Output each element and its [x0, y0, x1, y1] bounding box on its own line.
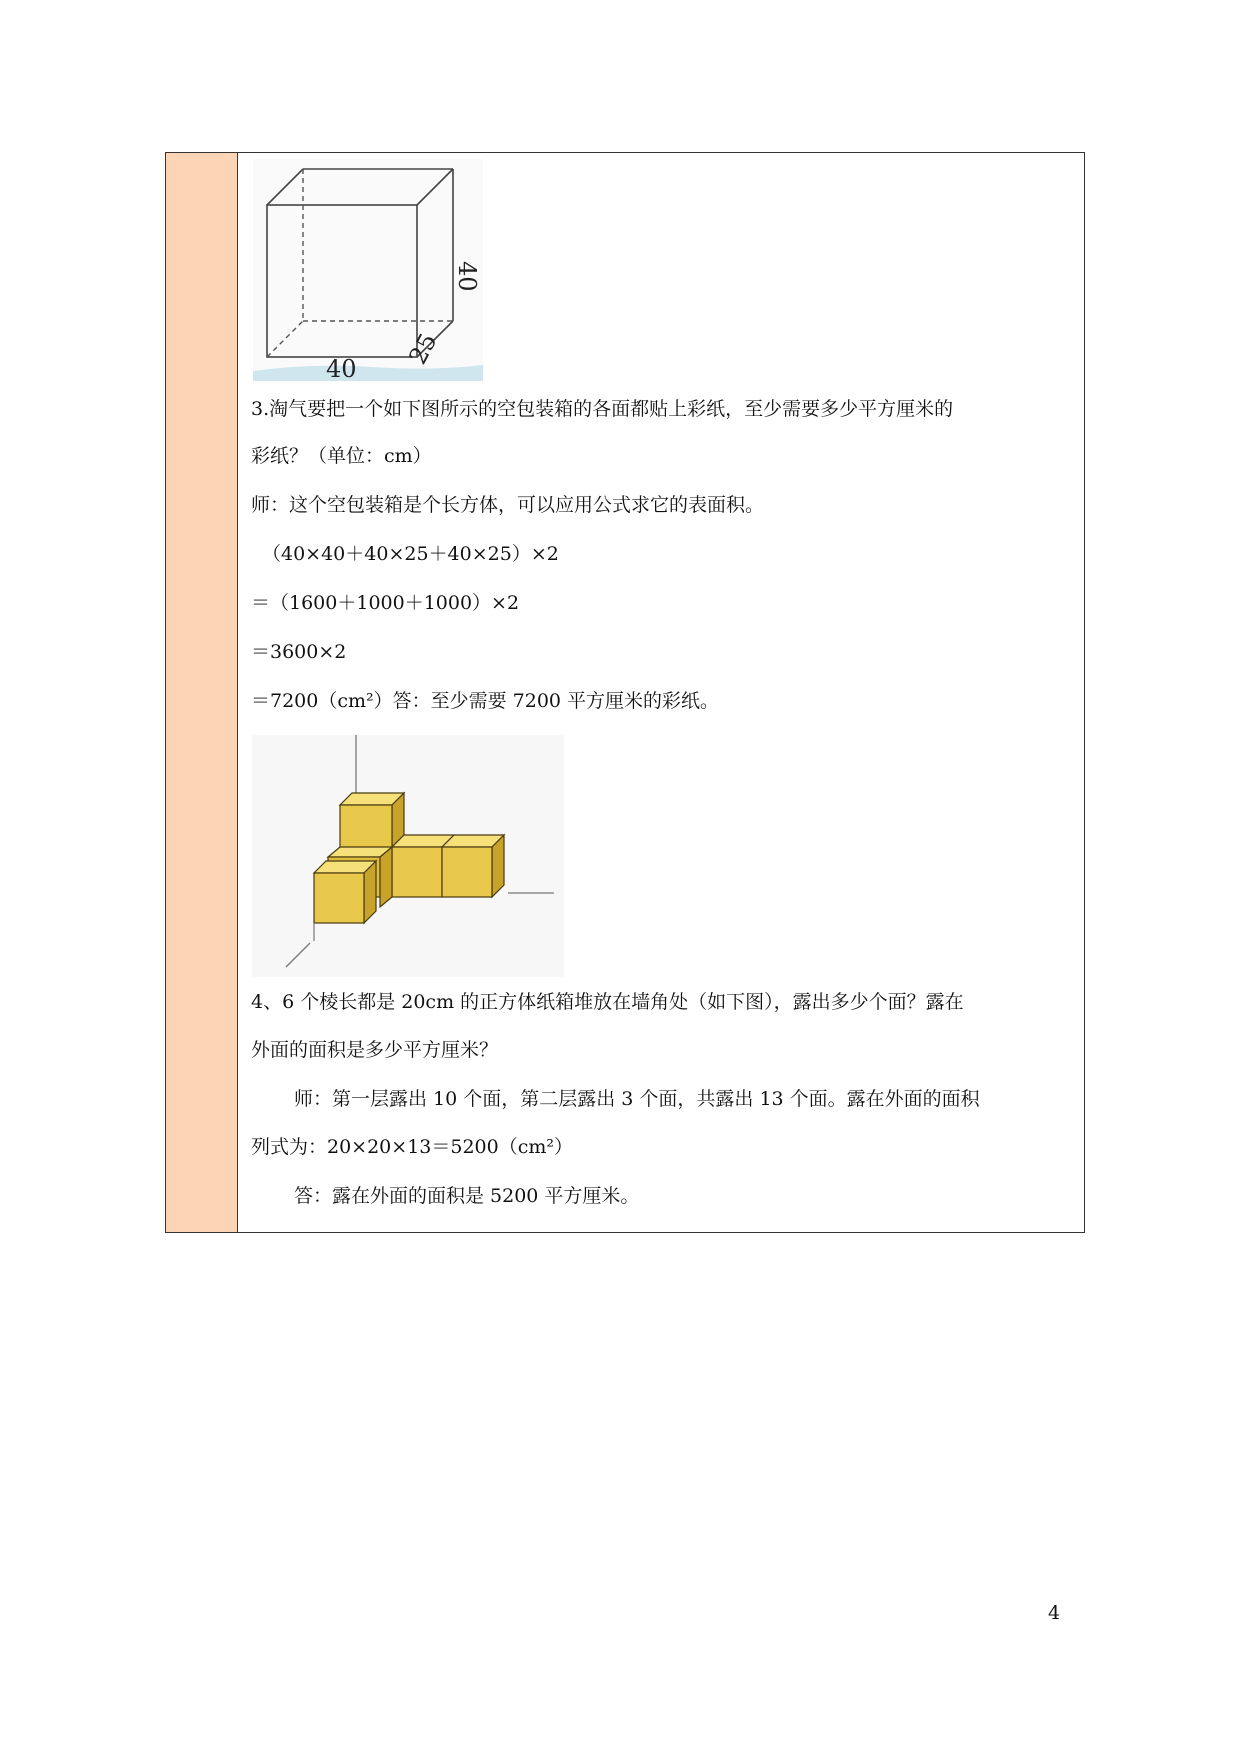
problem3-question-line2: 彩纸？（单位：cm） — [251, 445, 432, 467]
problem4-teacher-line2: 列式为：20×20×13＝5200（cm²） — [251, 1136, 573, 1158]
problem4-question-line1: 4、6 个棱长都是 20cm 的正方体纸箱堆放在墙角处（如下图），露出多少个面？露在 — [251, 991, 964, 1013]
page-number: 4 — [1048, 1602, 1061, 1624]
problem4-teacher-line1: 师：第一层露出 10 个面，第二层露出 3 个面，共露出 13 个面。露在外面的面积 — [294, 1088, 980, 1110]
problem4-answer: 答：露在外面的面积是 5200 平方厘米。 — [294, 1185, 640, 1207]
problem4-question-line2: 外面的面积是多少平方厘米？ — [251, 1039, 499, 1061]
problem3-calc-step3: ＝3600×2 — [251, 641, 347, 663]
lesson-table — [165, 152, 1085, 1233]
problem3-teacher-text: 师：这个空包装箱是个长方体，可以应用公式求它的表面积。 — [251, 494, 765, 516]
stacked-cubes-figure — [252, 735, 564, 977]
problem3-calc-step2: ＝（1600＋1000＋1000）×2 — [251, 592, 520, 614]
cuboid-height-label: 40 — [453, 261, 481, 292]
table-content-cell — [238, 153, 1084, 1232]
problem3-calc-step1: （40×40＋40×25＋40×25）×2 — [262, 543, 559, 565]
cuboid-depth-label: 25 — [403, 328, 443, 369]
table-side-column — [166, 153, 238, 1232]
problem3-question-line1: 3.淘气要把一个如下图所示的空包装箱的各面都贴上彩纸，至少需要多少平方厘米的 — [251, 398, 954, 420]
cuboid-width-label: 40 — [326, 355, 357, 381]
cuboid-figure — [253, 159, 483, 381]
problem3-answer: ＝7200（cm²）答：至少需要 7200 平方厘米的彩纸。 — [251, 690, 720, 712]
